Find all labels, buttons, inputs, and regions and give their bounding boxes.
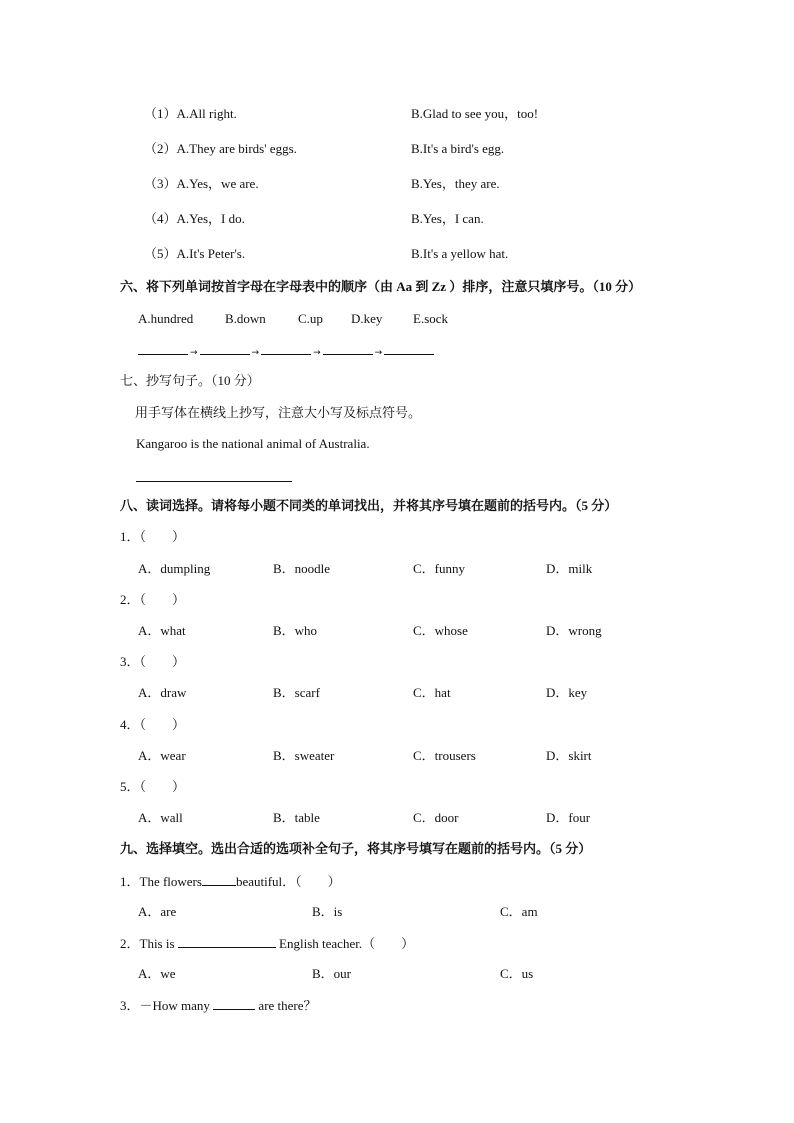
arrow-right-icon: → [313, 348, 321, 358]
arrow-right-icon: → [190, 348, 198, 358]
s9-q1-stem [120, 873, 341, 890]
s8-q5-option-b: B．table [273, 810, 320, 825]
s9-q2-stem-pre: 2．This is [120, 936, 175, 951]
arrow-right-icon: → [374, 348, 383, 358]
s8-q5-option-d: D．four [546, 810, 591, 825]
s9-q2-blank[interactable] [178, 935, 276, 948]
s8-q3-option-a: A．draw [138, 685, 187, 700]
s9-q3-stem-pre: 3．－How many [120, 998, 210, 1013]
s8-q3-option-d: D．key [546, 685, 588, 700]
s8-q3-option-b: B．scarf [273, 685, 320, 700]
s6-answer-blank-4[interactable] [323, 342, 373, 355]
s9-q2-stem-post: English teacher.（ ） [279, 936, 415, 951]
arrow-right-icon: → [251, 348, 260, 358]
s9-q3-blank[interactable] [213, 997, 255, 1010]
s8-q3-number: 3．（ ） [120, 654, 186, 669]
s9-q1-option-c: C．am [500, 904, 538, 919]
s5-q5-option-a: （5）A.It's Peter's. [144, 246, 246, 261]
section7-sentence: Kangaroo is the national animal of Australia. [136, 436, 370, 451]
s9-q3-stem [120, 997, 317, 1014]
s7-writing-line[interactable] [136, 481, 292, 482]
s8-q2-option-d: D．wrong [546, 623, 602, 638]
section7-instruction: 用手写体在横线上抄写，注意大小写及标点符号。 [135, 405, 422, 420]
s8-q1-option-c: C．funny [413, 561, 466, 576]
section9-title: 九、选择填空。选出合适的选项补全句子，将其序号填写在题前的括号内。（5 分） [120, 841, 592, 856]
s8-q2-option-c: C．whose [413, 623, 468, 638]
s8-q4-option-b: B．sweater [273, 748, 335, 763]
s6-answer-row [138, 342, 434, 361]
s9-q3-stem-post: are there？ [258, 998, 317, 1013]
s9-q1-stem-post: beautiful．（ ） [235, 874, 341, 889]
s5-q5-option-b: B.It's a yellow hat. [411, 246, 509, 261]
s5-q4-option-a: （4）A.Yes，I do. [144, 211, 245, 226]
s8-q1-number: 1．（ ） [120, 529, 186, 544]
s8-q5-option-c: C．door [413, 810, 459, 825]
s5-q3-option-a: （3）A.Yes，we are. [144, 176, 259, 191]
s9-q2-option-c: C．us [500, 966, 534, 981]
s6-answer-blank-1[interactable] [138, 342, 188, 355]
s5-q1-option-b: B.Glad to see you，too! [411, 106, 539, 121]
s9-q1-option-a: A．are [138, 904, 177, 919]
section7-title: 七、抄写句子。（10 分） [120, 373, 260, 388]
s6-word-b: B.down [225, 311, 266, 326]
s9-q2-option-a: A．we [138, 966, 176, 981]
s8-q1-option-d: D．milk [546, 561, 593, 576]
s6-answer-blank-5[interactable] [384, 342, 434, 355]
s9-q2-stem [120, 935, 414, 952]
s6-answer-blank-3[interactable] [261, 342, 311, 355]
s8-q1-option-b: B．noodle [273, 561, 331, 576]
s6-answer-blank-2[interactable] [200, 342, 250, 355]
s9-q1-stem-pre: 1．The flowers [120, 874, 202, 889]
s5-q2-option-b: B.It's a bird's egg. [411, 141, 505, 156]
s6-word-c: C.up [298, 311, 323, 326]
s6-word-d: D.key [351, 311, 383, 326]
s8-q2-option-a: A．what [138, 623, 186, 638]
s5-q4-option-b: B.Yes，I can. [411, 211, 484, 226]
s8-q2-number: 2．（ ） [120, 592, 186, 607]
s9-q2-option-b: B．our [312, 966, 352, 981]
s6-word-e: E.sock [413, 311, 449, 326]
s6-word-a: A.hundred [138, 311, 194, 326]
s9-q1-option-b: B．is [312, 904, 343, 919]
section6-title: 六、将下列单词按首字母在字母表中的顺序（由 Aa 到 Zz ）排序，注意只填序号。（10 分） [120, 279, 642, 294]
s8-q4-number: 4．（ ） [120, 717, 186, 732]
s8-q2-option-b: B．who [273, 623, 318, 638]
s8-q5-option-a: A．wall [138, 810, 183, 825]
s8-q3-option-c: C．hat [413, 685, 451, 700]
s8-q4-option-c: C．trousers [413, 748, 476, 763]
s5-q2-option-a: （2）A.They are birds' eggs. [144, 141, 297, 156]
s5-q1-option-a: （1）A.All right. [144, 106, 237, 121]
s8-q1-option-a: A．dumpling [138, 561, 211, 576]
s9-q1-blank[interactable] [202, 873, 236, 886]
s8-q4-option-a: A．wear [138, 748, 186, 763]
s5-q3-option-b: B.Yes，they are. [411, 176, 500, 191]
s8-q4-option-d: D．skirt [546, 748, 592, 763]
s8-q5-number: 5．（ ） [120, 779, 186, 794]
section8-title: 八、读词选择。请将每小题不同类的单词找出，并将其序号填在题前的括号内。（5 分） [120, 498, 618, 513]
